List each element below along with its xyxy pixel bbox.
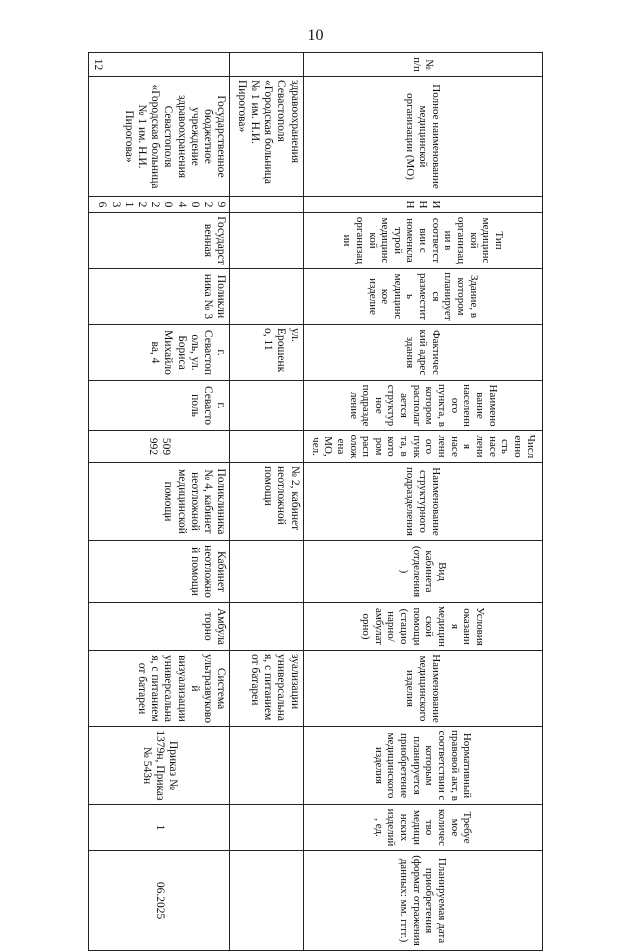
row-care-conditions: Амбулаторно [89, 603, 230, 651]
cont-device-name: зуализации универсальная, с питанием от батареи [230, 651, 303, 727]
row-org-name: Государственное бюджетное учреждение здравоохранения Севастополя «Городская больница № 1 им. Н.И. Пирогова» [89, 77, 230, 197]
cont-num [230, 53, 303, 77]
cont-org-name: здравоохранения Севастополя «Городская больница № 1 им. Н.И. Пирогова» [230, 77, 303, 197]
header-org-type: Тип медицинской организации в соответствии с номенклатурой медицинской организации [303, 213, 542, 269]
header-care-conditions: Условия оказания медицинской помощи (стационарно/амбулаторно) [303, 603, 542, 651]
rotated-table-container [88, 52, 543, 946]
cont-legal-act [230, 727, 303, 805]
cont-inn [230, 197, 303, 213]
row-settlement: г. Севастополь [89, 381, 230, 431]
cont-address: ул. Ерошенко, 11 [230, 325, 303, 381]
header-cabinet: Вид кабинета (отделения) [303, 541, 542, 603]
cont-quantity [230, 805, 303, 851]
cont-building [230, 269, 303, 325]
row-population: 509 992 [89, 431, 230, 463]
page-number: 10 [307, 27, 324, 44]
continued-row [230, 53, 303, 951]
cont-population [230, 431, 303, 463]
header-inn: ИНН [303, 197, 542, 213]
row-num: 12 [89, 53, 230, 77]
row-org-type: Государственная [89, 213, 230, 269]
cont-cabinet [230, 541, 303, 603]
header-quantity: Требуемое количество медицинских изделий, ед. [303, 805, 542, 851]
row-cabinet: Кабинет неотложной помощи [89, 541, 230, 603]
cont-org-type [230, 213, 303, 269]
cont-settlement [230, 381, 303, 431]
header-org-name: Полное наименование медицинской организации (МО) [303, 77, 542, 197]
table-row [89, 53, 230, 951]
cont-care-conditions [230, 603, 303, 651]
row-unit: Поликлиника № 4, кабинет неотложной медицинской помощи [89, 463, 230, 541]
row-device-name: Система ультразвуковой визуализации универсальная, с питанием от батареи [89, 651, 230, 727]
header-purchase-date: Планируемая дата приобретения (формат отражения данных: мм. гггг.) [303, 851, 542, 951]
row-address: г. Севастополь, ул. Бориса Михайлова, 4 [89, 325, 230, 381]
header-device-name: Наименование медицинского изделия [303, 651, 542, 727]
header-num: № п/п [303, 53, 542, 77]
row-quantity: 1 [89, 805, 230, 851]
row-inn: 9204022136 [89, 197, 230, 213]
row-legal-act: Приказ № 1379н, Приказ № 543н [89, 727, 230, 805]
header-legal-act: Нормативный правовой акт, в соответствии с которым планируется приобретение медицинского изделия [303, 727, 542, 805]
row-purchase-date: 06.2025 [89, 851, 230, 951]
row-building: Поликлиника № 3 [89, 269, 230, 325]
header-building: Здание, в котором планируется разместить медицинское изделие [303, 269, 542, 325]
header-row [303, 53, 542, 951]
header-address: Фактический адрес здания [303, 325, 542, 381]
cont-unit: № 2, кабинет неотложной помощи [230, 463, 303, 541]
header-settlement: Наименование населенного пункта, в котором располагается структурное подразделение [303, 381, 542, 431]
register-table-frame [88, 52, 543, 946]
header-unit: Наименование структурного подразделения [303, 463, 542, 541]
header-population: Численность населения населенного пункта, в котором расположена МО, чел. [303, 431, 542, 463]
cont-purchase-date [230, 851, 303, 951]
device-register-table [88, 52, 543, 951]
